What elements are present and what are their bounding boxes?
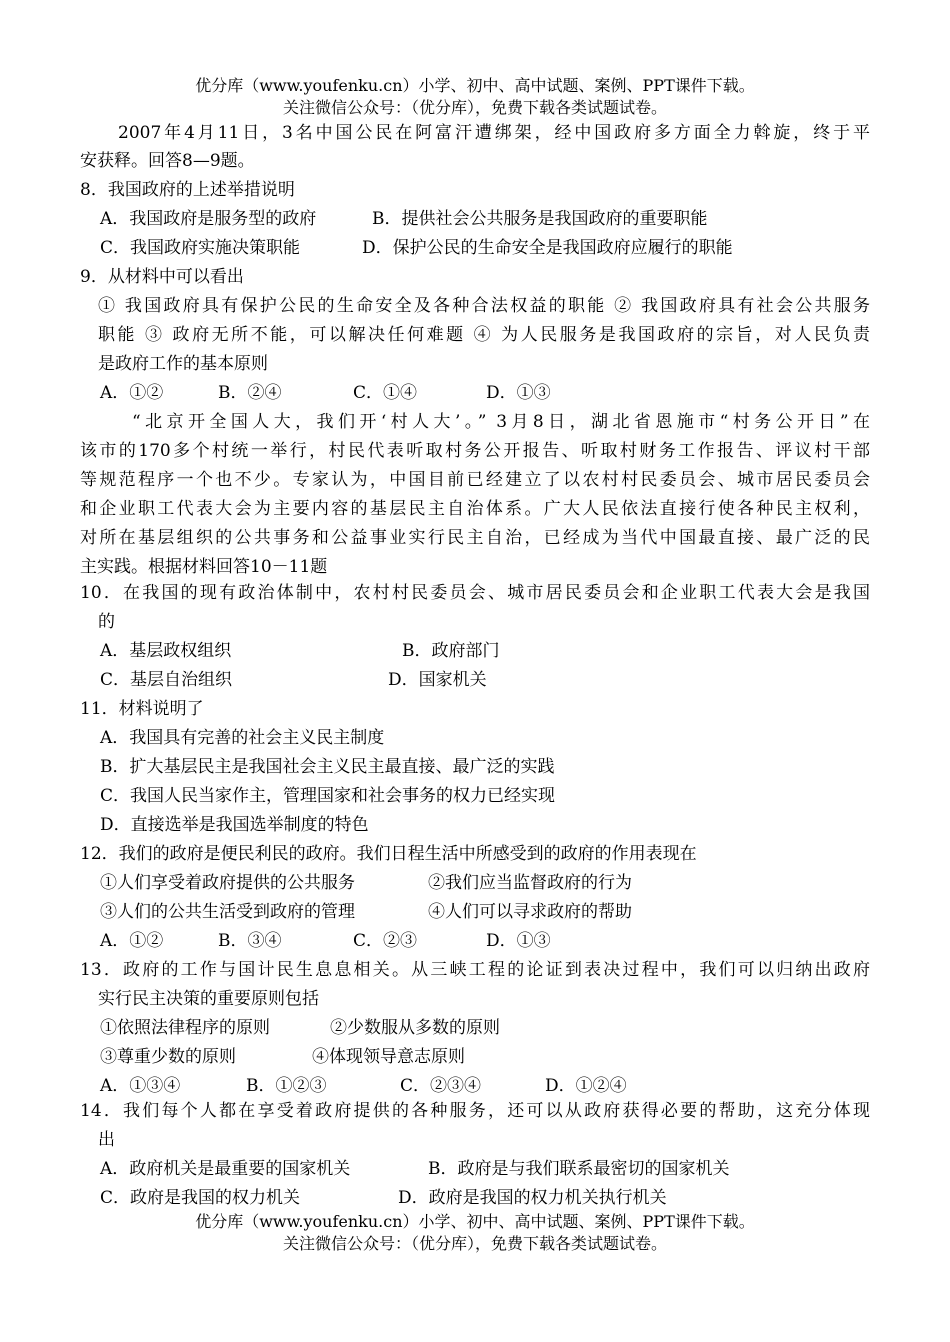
q11-option-c: C．我国人民当家作主，管理国家和社会事务的权力已经实现 <box>100 786 556 806</box>
q9-option-b: B．②④ <box>218 383 282 403</box>
q10-option-c: C．基层自治组织 <box>100 670 233 690</box>
q12-option-c: C．②③ <box>353 931 418 951</box>
passage2-line-6: 主实践。根据材料回答10－11题 <box>80 557 328 577</box>
q12-stem: 12．我们的政府是便民利民的政府。我们日程生活中所感受到的政府的作用表现在 <box>80 844 697 864</box>
q8-option-d: D．保护公民的生命安全是我国政府应履行的职能 <box>362 238 733 258</box>
passage2-line-1: “北京开全国人大，我们开‘村人大’。” 3月8日，湖北省恩施市“村务公开日”在 <box>132 412 870 432</box>
q9-statement-line-3: 是政府工作的基本原则 <box>98 354 268 374</box>
q12-statement-2: ②我们应当监督政府的行为 <box>428 873 632 893</box>
q12-statement-4: ④人们可以寻求政府的帮助 <box>428 902 632 922</box>
passage2-line-5: 对所在基层组织的公共事务和公益事业实行民主自治，已经成为当代中国最直接、最广泛的民 <box>80 528 870 548</box>
q11-option-d: D．直接选举是我国选举制度的特色 <box>100 815 369 835</box>
q10-stem-line-1: 10．在我国的现有政治体制中，农村村民委员会、城市居民委员会和企业职工代表大会是我国 <box>80 583 870 603</box>
q9-option-c: C．①④ <box>353 383 418 403</box>
passage1-line-1: 2007年4月11日，3名中国公民在阿富汗遭绑架，经中国政府多方面全力斡旋，终于平 <box>118 123 870 143</box>
q8-option-b: B．提供社会公共服务是我国政府的重要职能 <box>372 209 708 229</box>
q13-option-a: A．①③④ <box>100 1076 181 1096</box>
footer-line-1: 优分库（www.youfenku.cn）小学、初中、高中试题、案例、PPT课件下载。 <box>195 1212 755 1231</box>
q11-option-a: A．我国具有完善的社会主义民主制度 <box>100 728 385 748</box>
q9-stem: 9．从材料中可以看出 <box>80 267 244 287</box>
q8-option-c: C．我国政府实施决策职能 <box>100 238 301 258</box>
q10-stem-line-2: 的 <box>98 612 115 632</box>
q13-statement-3: ③尊重少数的原则 <box>100 1047 236 1067</box>
q11-option-b: B．扩大基层民主是我国社会主义民主最直接、最广泛的实践 <box>100 757 555 777</box>
footer-line-2: 关注微信公众号：（优分库），免费下载各类试题试卷。 <box>282 1234 667 1253</box>
q13-option-d: D．①②④ <box>545 1076 627 1096</box>
passage2-line-4: 和企业职工代表大会为主要内容的基层民主自治体系。广大人民依法直接行使各种民主权利， <box>80 499 870 519</box>
q8-option-a: A．我国政府是服务型的政府 <box>100 209 317 229</box>
q14-option-a: A．政府机关是最重要的国家机关 <box>100 1159 351 1179</box>
q12-statement-3: ③人们的公共生活受到政府的管理 <box>100 902 355 922</box>
q12-statement-1: ①人们享受着政府提供的公共服务 <box>100 873 355 893</box>
q13-statement-1: ①依照法律程序的原则 <box>100 1018 270 1038</box>
q14-option-d: D．政府是我国的权力机关执行机关 <box>398 1188 667 1208</box>
q12-option-d: D．①③ <box>486 931 551 951</box>
passage2-line-3: 等规范程序一个也不少。专家认为，中国目前已经建立了以农村村民委员会、城市居民委员会 <box>80 470 870 490</box>
q13-stem-line-2: 实行民主决策的重要原则包括 <box>98 989 319 1009</box>
q12-option-a: A．①② <box>100 931 164 951</box>
q11-stem: 11．材料说明了 <box>80 699 204 719</box>
q10-option-b: B．政府部门 <box>402 641 500 661</box>
q13-statement-4: ④体现领导意志原则 <box>312 1047 465 1067</box>
q13-option-b: B．①②③ <box>246 1076 327 1096</box>
q10-option-a: A．基层政权组织 <box>100 641 232 661</box>
passage1-line-2: 安获释。回答8—9题。 <box>80 151 255 171</box>
q14-stem-line-2: 出 <box>98 1130 115 1150</box>
q10-option-d: D．国家机关 <box>388 670 487 690</box>
q13-statement-2: ②少数服从多数的原则 <box>330 1018 500 1038</box>
q13-stem-line-1: 13．政府的工作与国计民生息息相关。从三峡工程的论证到表决过程中，我们可以归纳出政府 <box>80 960 870 980</box>
q9-statement-line-1: ① 我国政府具有保护公民的生命安全及各种合法权益的职能 ② 我国政府具有社会公共服务 <box>98 296 870 316</box>
q9-option-a: A．①② <box>100 383 164 403</box>
header-line-1: 优分库（www.youfenku.cn）小学、初中、高中试题、案例、PPT课件下载。 <box>195 76 755 95</box>
q12-option-b: B．③④ <box>218 931 282 951</box>
q14-option-b: B．政府是与我们联系最密切的国家机关 <box>428 1159 730 1179</box>
q8-stem: 8．我国政府的上述举措说明 <box>80 180 295 200</box>
q13-option-c: C．②③④ <box>400 1076 482 1096</box>
q9-statement-line-2: 职能 ③ 政府无所不能，可以解决任何难题 ④ 为人民服务是我国政府的宗旨，对人民负责 <box>98 325 870 345</box>
q9-option-d: D．①③ <box>486 383 551 403</box>
q14-option-c: C．政府是我国的权力机关 <box>100 1188 301 1208</box>
q14-stem-line-1: 14．我们每个人都在享受着政府提供的各种服务，还可以从政府获得必要的帮助，这充分体现 <box>80 1101 870 1121</box>
passage2-line-2: 该市的170多个村统一举行，村民代表听取村务公开报告、听取村财务工作报告、评议村干部 <box>80 441 870 461</box>
header-line-2: 关注微信公众号：（优分库），免费下载各类试题试卷。 <box>282 98 667 117</box>
